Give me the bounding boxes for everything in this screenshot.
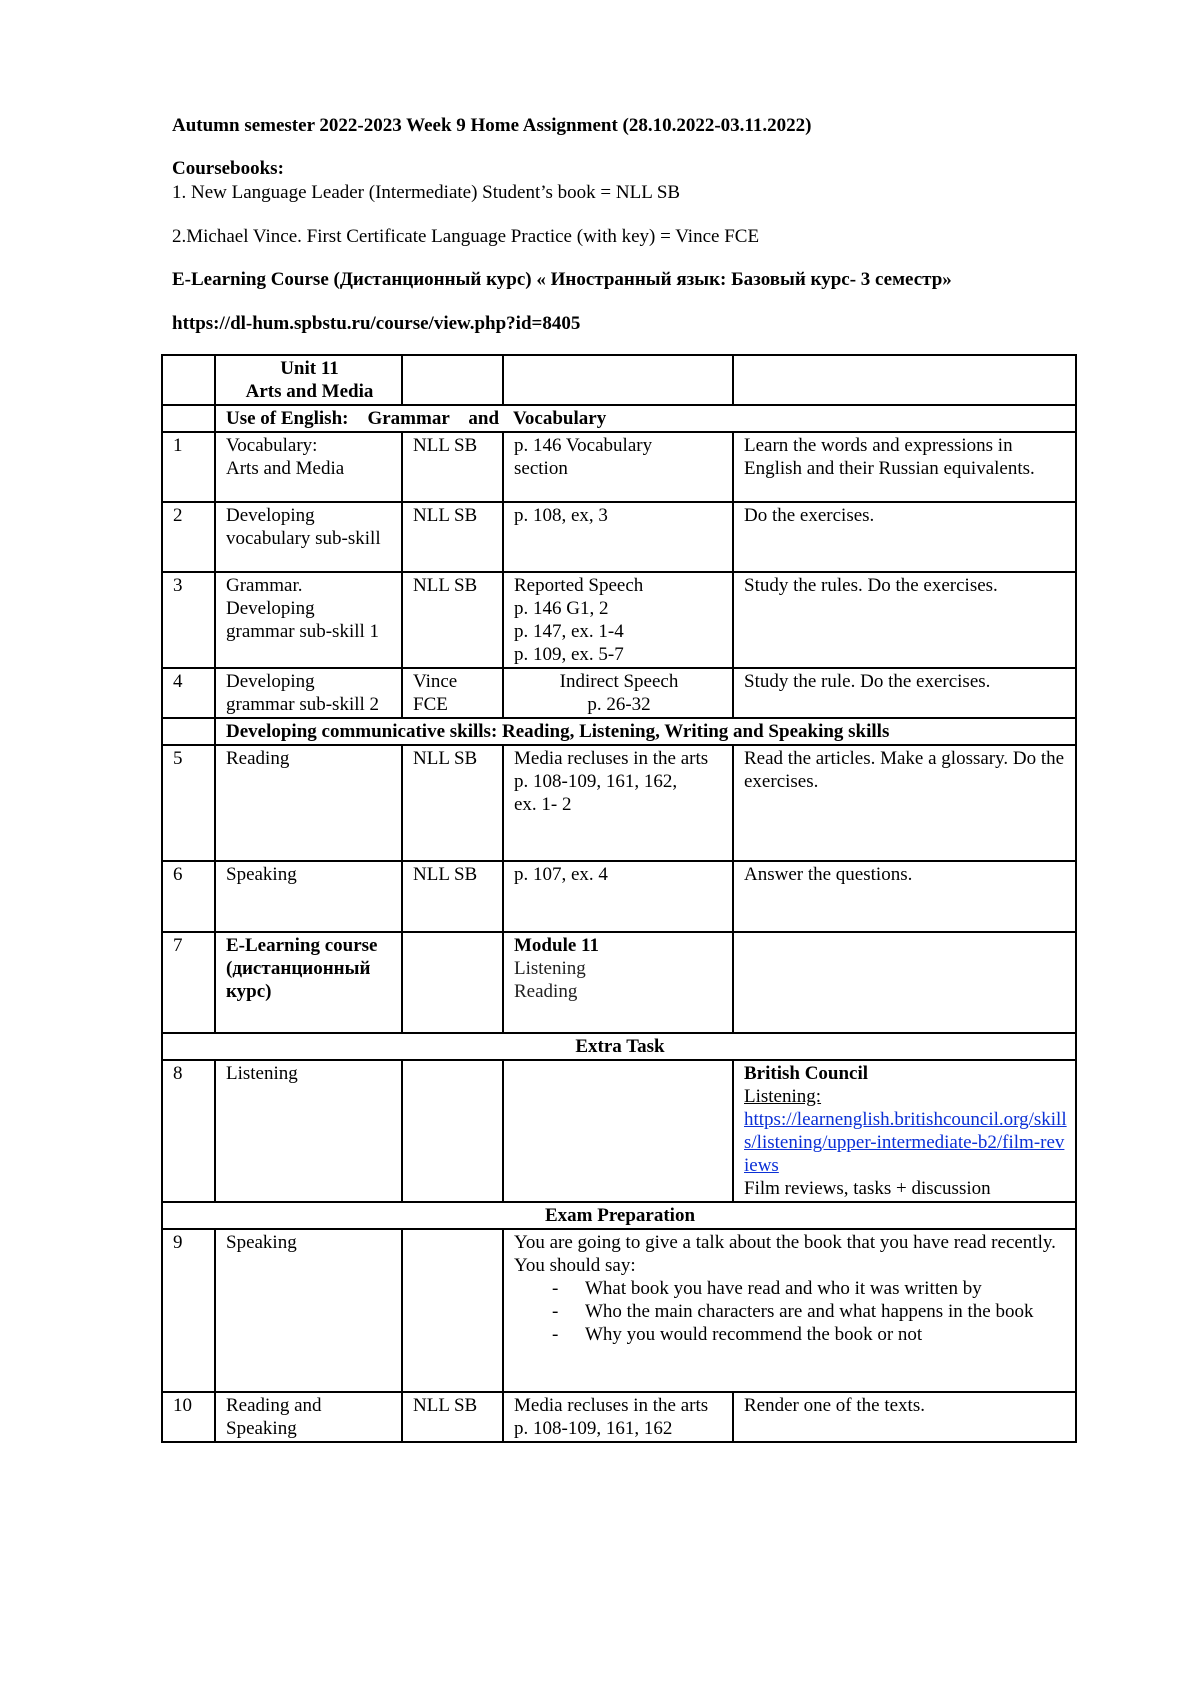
- reference-line: ex. 1- 2: [514, 794, 572, 815]
- reference-line: Media recluses in the arts: [514, 748, 709, 769]
- row-number: 8: [162, 1060, 215, 1202]
- skill-line: (дистанционный: [226, 958, 371, 979]
- reference-line: p. 108-109, 161, 162,: [514, 771, 678, 792]
- skill-line: Vocabulary:: [226, 435, 318, 456]
- reference-cell: [503, 1392, 733, 1442]
- source-title: British Council: [744, 1063, 869, 1084]
- section-exam-preparation: Exam Preparation: [162, 1202, 1076, 1229]
- table-cell: [402, 355, 503, 405]
- book-cell: [402, 932, 503, 1033]
- reference-line: Media recluses in the arts: [514, 1395, 709, 1416]
- reference-line: p. 108-109, 161, 162: [514, 1418, 673, 1439]
- list-item: - Why you would recommend the book or not: [552, 1323, 1067, 1346]
- coursebooks-heading: Coursebooks:: [172, 158, 284, 179]
- table-row: [162, 718, 1076, 745]
- reference-line: p. 26-32: [587, 694, 651, 715]
- table-row: [162, 668, 1076, 718]
- skill-cell: Speaking: [215, 1229, 402, 1392]
- table-row: [162, 1392, 1076, 1442]
- reference-cell: [503, 745, 733, 861]
- task-note: Film reviews, tasks + discussion: [744, 1178, 991, 1199]
- task-cell: [503, 1229, 1076, 1392]
- speaking-prompts: [514, 1277, 1067, 1346]
- skill-cell: Speaking: [215, 861, 402, 932]
- row-number: 2: [162, 502, 215, 572]
- skill-cell: [215, 572, 402, 668]
- skill-line: Speaking: [226, 1418, 297, 1439]
- book-cell: [402, 668, 503, 718]
- table-row: [162, 1033, 1076, 1060]
- reference-cell: p. 108, ex, 3: [503, 502, 733, 572]
- row-number: 3: [162, 572, 215, 668]
- table-row: [162, 572, 1076, 668]
- skill-line: Developing: [226, 671, 315, 692]
- document-title: Autumn semester 2022-2023 Week 9 Home Assignment (28.10.2022-03.11.2022): [172, 115, 812, 136]
- section-communicative-skills: Developing communicative skills: Reading, Listening, Writing and Speaking skills: [215, 718, 1076, 745]
- skill-cell: Listening: [215, 1060, 402, 1202]
- reference-line: Reported Speech: [514, 575, 644, 596]
- task-cell: Answer the questions.: [733, 861, 1076, 932]
- task-line: You should say:: [514, 1255, 636, 1276]
- row-number: 9: [162, 1229, 215, 1392]
- list-item: - What book you have read and who it was written by: [552, 1277, 1067, 1300]
- elearning-course: E-Learning Course (Дистанционный курс) « Иностранный язык: Базовый курс- 3 семестр»: [172, 269, 952, 290]
- table-row: [162, 432, 1076, 502]
- reference-cell: [503, 432, 733, 502]
- table-cell: [503, 355, 733, 405]
- task-line: You are going to give a talk about the book that you have read recently.: [514, 1232, 1056, 1253]
- book-cell: NLL SB: [402, 502, 503, 572]
- unit-subtitle: Arts and Media: [245, 381, 374, 402]
- skill-line: курс): [226, 981, 272, 1002]
- skill-line: E-Learning course: [226, 935, 378, 956]
- book-line: FCE: [413, 694, 448, 715]
- unit-cell: [215, 355, 402, 405]
- task-cell: [733, 1060, 1076, 1202]
- section-extra-task: Extra Task: [162, 1033, 1076, 1060]
- book-cell: [402, 1229, 503, 1392]
- skill-cell: [215, 932, 402, 1033]
- reference-line: Reading: [514, 981, 578, 1002]
- course-url: https://dl-hum.spbstu.ru/course/view.php?id=8405: [172, 313, 581, 334]
- task-cell: [733, 932, 1076, 1033]
- table-row: [162, 1229, 1076, 1392]
- book-cell: [402, 1060, 503, 1202]
- reference-cell: [503, 572, 733, 668]
- book-cell: NLL SB: [402, 572, 503, 668]
- skill-line: grammar sub-skill 2: [226, 694, 380, 715]
- book-cell: NLL SB: [402, 745, 503, 861]
- book-cell: NLL SB: [402, 1392, 503, 1442]
- book-cell: NLL SB: [402, 861, 503, 932]
- table-row: [162, 355, 1076, 405]
- row-number: 10: [162, 1392, 215, 1442]
- reference-line: Listening: [514, 958, 586, 979]
- table-cell: [162, 405, 215, 432]
- reference-cell: [503, 668, 733, 718]
- skill-line: Reading and: [226, 1395, 322, 1416]
- skill-cell: Reading: [215, 745, 402, 861]
- reference-line: p. 147, ex. 1-4: [514, 621, 624, 642]
- table-cell: [162, 718, 215, 745]
- table-row: [162, 932, 1076, 1033]
- list-item: - Who the main characters are and what happens in the book: [552, 1300, 1067, 1323]
- reference-line: p. 109, ex. 5-7: [514, 644, 624, 665]
- table-cell: [733, 355, 1076, 405]
- section-use-of-english: Use of English: Grammar and Vocabulary: [215, 405, 1076, 432]
- table-row: [162, 861, 1076, 932]
- skill-line: Arts and Media: [226, 458, 345, 479]
- table-row: [162, 745, 1076, 861]
- task-cell: Learn the words and expressions in English and their Russian equivalents.: [733, 432, 1076, 502]
- reference-line: p. 146 G1, 2: [514, 598, 609, 619]
- table-row: [162, 1202, 1076, 1229]
- row-number: 7: [162, 932, 215, 1033]
- unit-title: Unit 11: [280, 358, 339, 379]
- task-cell: Study the rules. Do the exercises.: [733, 572, 1076, 668]
- coursebook-1: 1. New Language Leader (Intermediate) Student’s book = NLL SB: [172, 182, 681, 203]
- skill-cell: [215, 668, 402, 718]
- reference-line: Indirect Speech: [559, 671, 679, 692]
- task-cell: Render one of the texts.: [733, 1392, 1076, 1442]
- row-number: 5: [162, 745, 215, 861]
- reference-cell: p. 107, ex. 4: [503, 861, 733, 932]
- reference-cell: [503, 932, 733, 1033]
- table-cell: [162, 355, 215, 405]
- book-cell: NLL SB: [402, 432, 503, 502]
- coursebook-2: 2.Michael Vince. First Certificate Language Practice (with key) = Vince FCE: [172, 226, 760, 247]
- skill-cell: Developing vocabulary sub-skill: [215, 502, 402, 572]
- skill-line: Developing: [226, 598, 315, 619]
- row-number: 6: [162, 861, 215, 932]
- film-reviews-link[interactable]: https://learnenglish.britishcouncil.org/skills/listening/upper-intermediate-b2/film-reviews: [744, 1109, 1067, 1176]
- module-title: Module 11: [514, 935, 599, 956]
- task-cell: Read the articles. Make a glossary. Do the exercises.: [733, 745, 1076, 861]
- book-line: Vince: [413, 671, 458, 692]
- task-cell: Do the exercises.: [733, 502, 1076, 572]
- table-row: [162, 502, 1076, 572]
- row-number: 1: [162, 432, 215, 502]
- reference-line: p. 146 Vocabulary: [514, 435, 653, 456]
- row-number: 4: [162, 668, 215, 718]
- skill-cell: [215, 432, 402, 502]
- skill-line: Grammar.: [226, 575, 303, 596]
- reference-line: section: [514, 458, 568, 479]
- skill-line: grammar sub-skill 1: [226, 621, 380, 642]
- reference-cell: [503, 1060, 733, 1202]
- source-label: Listening:: [744, 1086, 822, 1107]
- assignment-table: [161, 354, 1077, 1443]
- table-row: [162, 1060, 1076, 1202]
- table-row: [162, 405, 1076, 432]
- task-cell: Study the rule. Do the exercises.: [733, 668, 1076, 718]
- skill-cell: [215, 1392, 402, 1442]
